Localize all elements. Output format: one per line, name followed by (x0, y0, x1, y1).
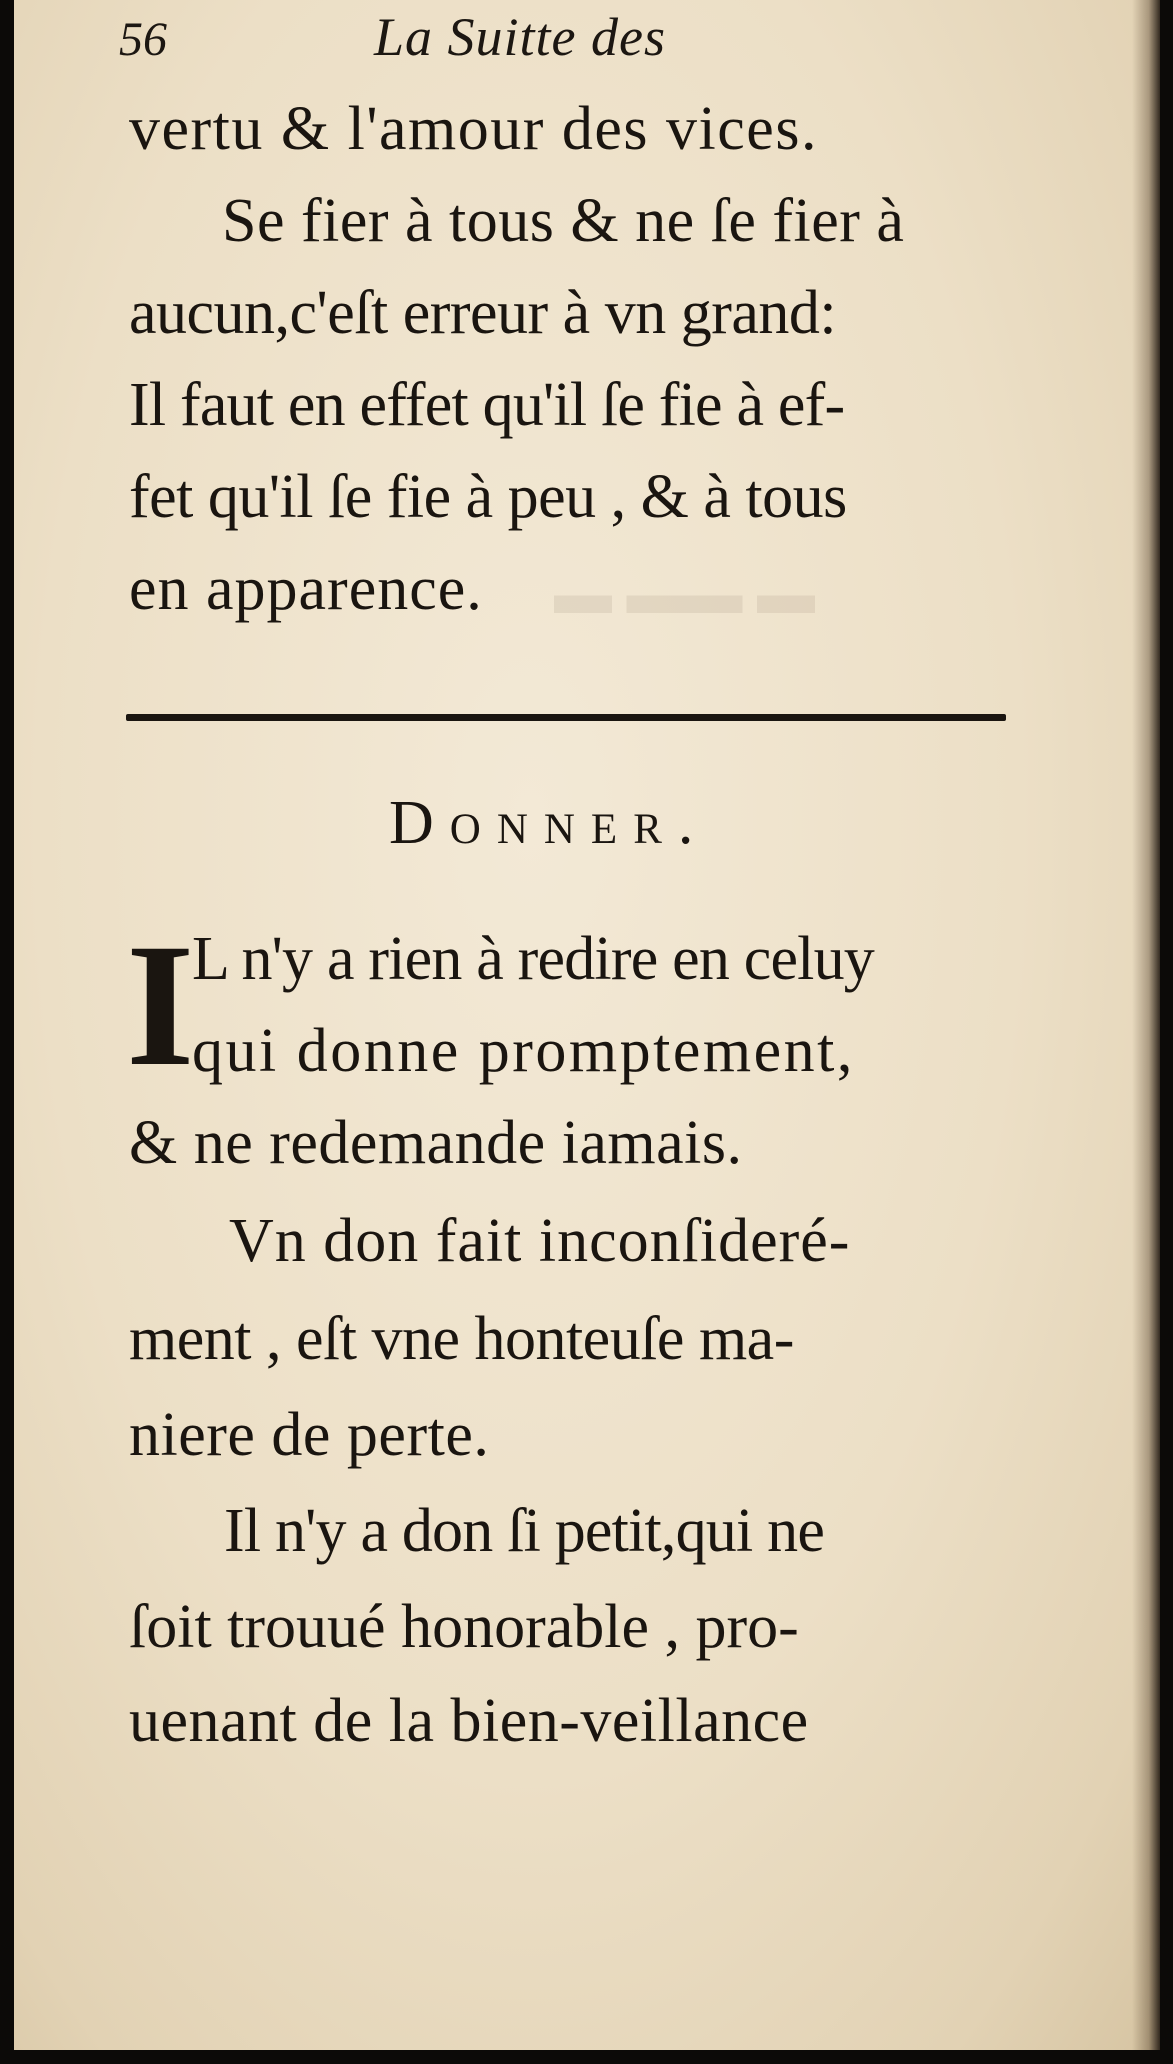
text-line: fet qu'il ſe fie à peu , & à tous (129, 463, 847, 531)
text-line: qui donne promptement, (192, 1017, 855, 1085)
text-line: Vn don fait inconſideré- (229, 1207, 851, 1275)
text-line: & ne redemande iamais. (129, 1109, 743, 1177)
section-heading: Donner. (389, 789, 710, 857)
text-line: Il n'y a don ſi petit,qui ne (224, 1497, 825, 1565)
text-line: L n'y a rien à redire en celuy (192, 925, 875, 993)
text-line: Il faut en effet qu'il ſe fie à ef- (129, 371, 845, 439)
text-line: Se fier à tous & ne ſe fier à (222, 187, 905, 255)
page-gutter-shadow (1132, 0, 1160, 2050)
drop-cap: I (126, 908, 195, 1103)
section-divider (126, 714, 1006, 721)
running-title: La Suitte des (374, 7, 666, 67)
page-number: 56 (119, 13, 167, 66)
book-page (14, 0, 1160, 2050)
running-head (14, 4, 1160, 67)
show-through-texture: ▬ ▬▬ ▬ (554, 561, 815, 626)
text-line: niere de perte. (129, 1401, 490, 1469)
text-line: vertu & l'amour des vices. (129, 95, 818, 163)
text-line: en apparence. (129, 555, 483, 623)
text-line: ment , eſt vne honteuſe ma- (129, 1305, 794, 1373)
text-line: aucun,c'eſt erreur à vn grand: (129, 279, 837, 347)
text-line: ſoit trouué honorable , pro- (129, 1593, 799, 1661)
text-line: uenant de la bien-veillance (129, 1687, 809, 1755)
